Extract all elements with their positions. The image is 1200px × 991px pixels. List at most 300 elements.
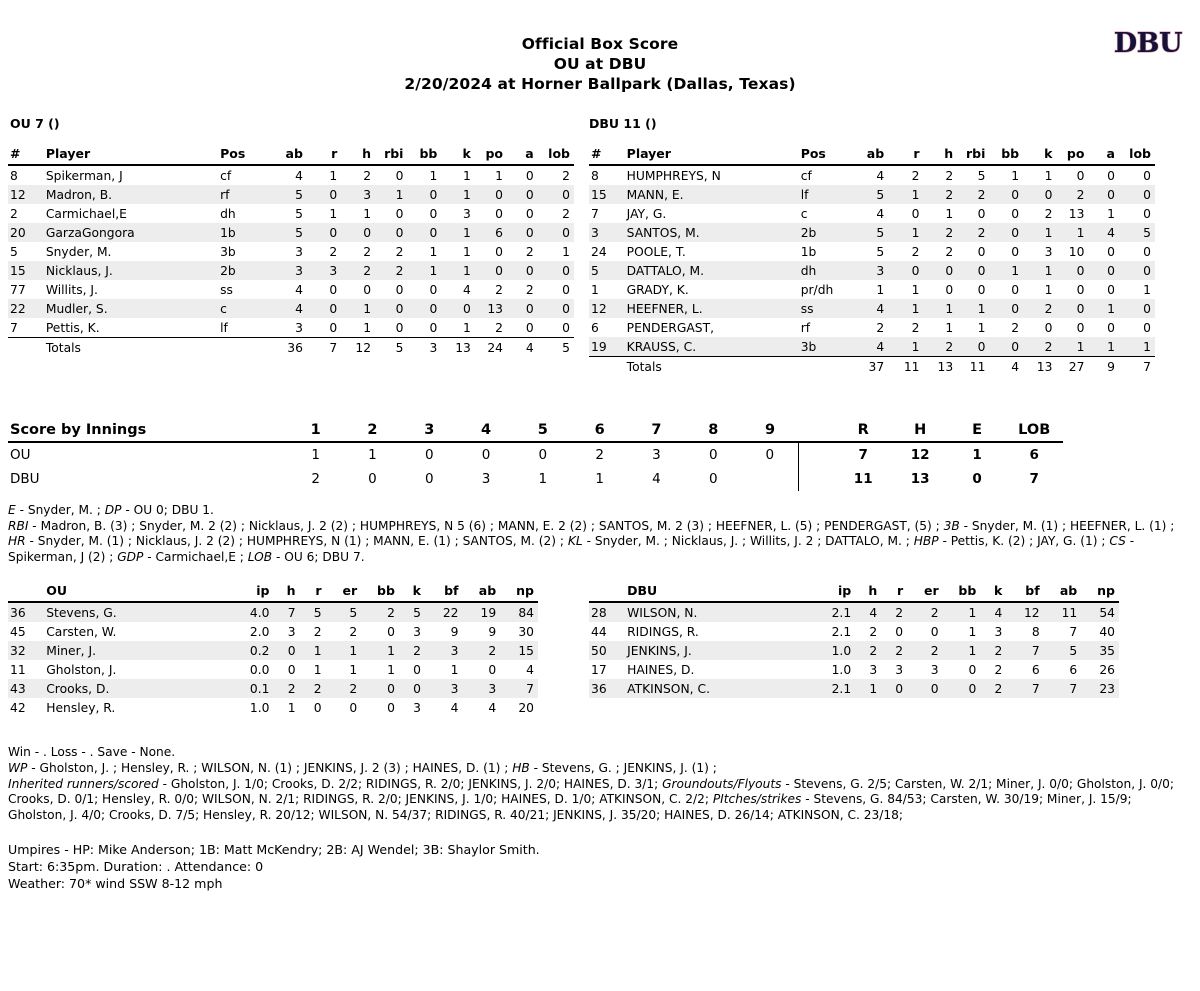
cell-rbi: 0 — [395, 320, 404, 335]
cell-lob: 5 — [1119, 223, 1155, 242]
cell-h: 0 — [273, 641, 299, 660]
col-lob: lob — [1119, 144, 1155, 165]
cell-r: 2 — [313, 624, 322, 639]
cell-po: 0 — [1076, 282, 1085, 297]
page-title — [0, 0, 1200, 94]
inning-runs-3: 0 — [424, 447, 434, 463]
home-team-label: DBU 11 () — [589, 116, 657, 131]
innings-team-name: OU — [10, 447, 31, 463]
cell-num: 28 — [589, 602, 619, 622]
cell-player: Spikerman, J — [45, 168, 123, 183]
cell-bf: 22 — [425, 602, 462, 622]
cell-rbi: 1 — [957, 299, 989, 318]
cell-pos: rf — [800, 320, 811, 335]
cell-r: 2 — [881, 602, 907, 622]
cell-lob: 1 — [1143, 282, 1151, 297]
cell-a: 0 — [1088, 261, 1118, 280]
wp-hb-line — [8, 761, 1192, 777]
cell-bb: 2 — [1011, 320, 1020, 335]
cell-a: 0 — [1107, 244, 1115, 259]
cell-player: HEEFNER, L. — [619, 299, 793, 318]
table-header-row — [589, 581, 1119, 602]
cell-bb: 1 — [361, 641, 399, 660]
cell-player: POOLE, T. — [626, 244, 686, 259]
table-row — [8, 679, 538, 698]
cell-po: 2 — [1056, 185, 1088, 204]
cell-er: 2 — [907, 602, 943, 622]
cell-bb: 0 — [943, 679, 981, 698]
note-key: WP — [8, 760, 28, 775]
cell-rbi: 0 — [957, 261, 989, 280]
note-key: HBP — [913, 534, 939, 549]
summary-header-e: E — [949, 421, 1006, 442]
totals-ab: 36 — [271, 338, 308, 358]
cell-h: 1 — [287, 700, 296, 715]
inning-runs-1: 1 — [311, 447, 320, 463]
cell-k: 0 — [399, 679, 425, 698]
cell-lob: 2 — [562, 168, 570, 183]
start-line: Start: 6:35pm. Duration: . Attendance: 0 — [8, 859, 264, 875]
col-np: np — [500, 581, 538, 602]
inning-runs-1: 2 — [311, 471, 320, 487]
inning-header-4: 4 — [458, 421, 515, 442]
inning-runs-6: 2 — [595, 447, 604, 463]
note-text: - Spikerman, J (2) ; — [8, 534, 1135, 564]
innings-row — [8, 467, 1063, 491]
cell-er: 0 — [907, 679, 943, 698]
cell-er: 3 — [930, 662, 939, 677]
innings-spacer-cell — [804, 467, 835, 491]
table-row — [8, 185, 574, 204]
cell-pos: 1b — [800, 244, 817, 259]
title-line-official: Official Box Score — [521, 35, 679, 53]
cell-bf: 1 — [450, 662, 459, 677]
cell-player: HUMPHREYS, N — [626, 168, 721, 183]
cell-r: 1 — [329, 168, 338, 183]
cell-k: 2 — [399, 641, 425, 660]
cell-ip: 1.0 — [249, 700, 270, 715]
cell-po: 1 — [1056, 223, 1088, 242]
inning-runs-6: 1 — [595, 471, 604, 487]
col-k: k — [1023, 144, 1056, 165]
col-team-name: OU — [38, 581, 230, 602]
cell-ab: 11 — [1044, 602, 1082, 622]
cell-name: WILSON, N. — [619, 602, 812, 622]
cell-bb: 1 — [407, 261, 441, 280]
cell-h: 3 — [869, 662, 878, 677]
cell-h: 2 — [926, 223, 958, 242]
table-header-row — [8, 581, 538, 602]
note-key: DP — [104, 503, 122, 517]
cell-bb: 0 — [429, 282, 438, 297]
cell-h: 1 — [363, 320, 372, 335]
cell-num: 45 — [10, 624, 26, 639]
decision-line: Win - . Loss - . Save - None. — [8, 745, 176, 760]
cell-num: 20 — [8, 223, 38, 242]
note-text: - Snyder, M. (1) ; Nicklaus, J. 2 (2) ; HUMPHREYS, N (1) ; MANN, E. (1) ; SANTOS, M. (2) ; — [25, 534, 568, 549]
cell-bb: 0 — [989, 223, 1023, 242]
cell-bb: 0 — [1011, 206, 1020, 221]
cell-ab: 4 — [853, 299, 890, 318]
cell-h: 2 — [363, 244, 372, 259]
table-row — [589, 602, 1119, 622]
cell-h: 0 — [363, 282, 372, 297]
away-pitching-table — [8, 581, 538, 717]
cell-lob: 0 — [538, 299, 574, 318]
cell-pos: cf — [800, 168, 812, 183]
innings-spacer — [804, 421, 835, 442]
cell-k: 1 — [441, 261, 475, 280]
cell-lob: 0 — [1143, 206, 1151, 221]
totals-k: 13 — [1023, 357, 1056, 377]
cell-k: 3 — [1044, 244, 1053, 259]
cell-bb: 1 — [943, 641, 981, 660]
cell-np: 4 — [526, 662, 534, 677]
cell-name: Stevens, G. — [38, 602, 230, 622]
cell-er: 2 — [349, 624, 358, 639]
cell-r: 1 — [890, 337, 925, 357]
cell-lob: 1 — [1119, 337, 1155, 357]
cell-num: 24 — [591, 244, 607, 259]
col-bf: bf — [425, 581, 462, 602]
cell-ip: 4.0 — [230, 602, 273, 622]
cell-lob: 0 — [1143, 168, 1151, 183]
cell-k: 3 — [994, 624, 1003, 639]
cell-lob: 0 — [538, 185, 574, 204]
table-row — [8, 280, 574, 299]
cell-bb: 0 — [989, 185, 1023, 204]
cell-player: Mudler, S. — [38, 299, 212, 318]
note-text: - OU 0; DBU 1. — [121, 503, 214, 517]
cell-lob: 1 — [562, 244, 570, 259]
col-h: h — [343, 144, 375, 165]
table-row — [589, 165, 1155, 185]
cell-ip: 1.0 — [812, 641, 855, 660]
cell-h: 2 — [869, 624, 878, 639]
cell-num: 77 — [10, 282, 26, 297]
cell-num: 6 — [591, 320, 599, 335]
totals-h: 13 — [926, 357, 958, 377]
cell-rbi: 1 — [375, 185, 407, 204]
cell-ab: 2 — [462, 641, 500, 660]
col-bb: bb — [989, 144, 1023, 165]
cell-k: 0 — [441, 299, 475, 318]
summary-header-lob: LOB — [1005, 421, 1063, 442]
cell-pos: c — [800, 206, 808, 221]
cell-ab: 7 — [1044, 679, 1082, 698]
cell-rbi: 0 — [395, 206, 404, 221]
cell-ab: 3 — [295, 320, 303, 335]
summary-e: 1 — [972, 447, 982, 463]
cell-pos: cf — [220, 168, 232, 183]
cell-bb: 0 — [1011, 244, 1020, 259]
table-row — [589, 660, 1119, 679]
col-po: po — [475, 144, 507, 165]
cell-po: 6 — [475, 223, 507, 242]
note-key: CS — [1109, 534, 1126, 549]
cell-num: 15 — [589, 185, 619, 204]
cell-k: 5 — [399, 602, 425, 622]
cell-k: 1 — [1023, 261, 1056, 280]
cell-pos: 2b — [793, 223, 853, 242]
cell-ip: 0.1 — [230, 679, 273, 698]
cell-np: 30 — [518, 624, 534, 639]
cell-ab: 3 — [271, 261, 308, 280]
cell-r: 0 — [881, 679, 907, 698]
cell-k: 2 — [1023, 337, 1056, 357]
cell-name: Miner, J. — [38, 641, 230, 660]
cell-num: 7 — [10, 320, 18, 335]
note-key: PItches/strikes — [712, 792, 802, 807]
cell-ab: 4 — [488, 700, 497, 715]
cell-r: 2 — [911, 320, 920, 335]
totals-num — [589, 357, 619, 377]
totals-k: 13 — [441, 338, 475, 358]
table-row — [8, 660, 538, 679]
cell-r: 2 — [911, 168, 920, 183]
summary-r: 11 — [853, 471, 873, 487]
inning-header-8: 8 — [685, 421, 742, 442]
cell-rbi: 0 — [957, 337, 989, 357]
cell-pos: dh — [793, 261, 853, 280]
inning-runs-5: 0 — [538, 447, 548, 463]
summary-header-r: R — [835, 421, 892, 442]
totals-rbi: 5 — [375, 338, 407, 358]
cell-pos: lf — [220, 320, 228, 335]
cell-k: 3 — [463, 206, 471, 221]
cell-np: 20 — [518, 700, 534, 715]
col-bb: bb — [943, 581, 981, 602]
inning-header-3: 3 — [401, 421, 458, 442]
cell-bb: 0 — [989, 337, 1023, 357]
cell-num: 44 — [591, 624, 607, 639]
table-row — [8, 223, 574, 242]
cell-ab: 2 — [876, 320, 885, 335]
cell-a: 0 — [1107, 282, 1115, 297]
cell-r: 1 — [313, 662, 322, 677]
note-text: - Pettis, K. (2) ; JAY, G. (1) ; — [938, 534, 1110, 549]
table-row — [8, 242, 574, 261]
table-row — [589, 242, 1155, 261]
totals-pos — [212, 338, 271, 358]
cell-ab: 9 — [488, 624, 497, 639]
totals-bb: 4 — [989, 357, 1023, 377]
cell-np: 54 — [1081, 602, 1119, 622]
innings-header-row — [8, 421, 1063, 442]
notes-errors-dp — [8, 503, 1192, 519]
cell-k: 0 — [413, 662, 421, 677]
cell-po: 1 — [1056, 337, 1088, 357]
table-row — [589, 318, 1155, 337]
cell-ip: 2.1 — [812, 679, 855, 698]
note-key: LOB — [247, 549, 273, 564]
cell-k: 1 — [441, 223, 475, 242]
col-bf: bf — [1006, 581, 1043, 602]
home-pitching-body — [589, 602, 1119, 698]
title-line-date-venue: 2/20/2024 at Horner Ballpark (Dallas, Texas) — [404, 75, 796, 93]
cell-name: RIDINGS, R. — [627, 624, 699, 639]
cell-a: 0 — [1107, 320, 1115, 335]
cell-lob: 0 — [1119, 299, 1155, 318]
col-rbi: rbi — [957, 144, 989, 165]
cell-bb: 2 — [361, 602, 399, 622]
cell-k: 1 — [1023, 223, 1056, 242]
cell-r: 0 — [309, 223, 343, 242]
cell-rbi: 0 — [977, 206, 986, 221]
cell-po: 2 — [495, 320, 503, 335]
cell-a: 0 — [507, 185, 538, 204]
cell-np: 7 — [500, 679, 538, 698]
cell-po: 13 — [475, 299, 507, 318]
cell-h: 1 — [945, 206, 954, 221]
cell-num: 3 — [589, 223, 619, 242]
table-row — [8, 641, 538, 660]
score-by-innings-table — [8, 421, 1063, 491]
summary-e: 0 — [972, 471, 982, 487]
cell-player: DATTALO, M. — [619, 261, 793, 280]
cell-rbi: 0 — [395, 282, 404, 297]
cell-bf: 4 — [450, 700, 459, 715]
note-key: HR — [8, 534, 26, 549]
cell-a: 1 — [1088, 337, 1118, 357]
cell-k: 0 — [1023, 185, 1056, 204]
notes-rbi-extras — [8, 519, 1192, 566]
col-k: k — [441, 144, 475, 165]
cell-ab: 1 — [876, 282, 885, 297]
cell-player: Willits, J. — [45, 282, 98, 297]
cell-num: 36 — [589, 679, 619, 698]
cell-ab: 4 — [853, 337, 890, 357]
cell-rbi: 2 — [395, 244, 404, 259]
cell-k: 2 — [994, 662, 1003, 677]
col-lob: lob — [538, 144, 574, 165]
cell-player: KRAUSS, C. — [619, 337, 793, 357]
cell-po: 1 — [495, 168, 503, 183]
col-a: a — [507, 144, 538, 165]
cell-ab: 4 — [876, 168, 885, 183]
cell-pos: c — [212, 299, 271, 318]
cell-po: 0 — [495, 206, 503, 221]
note-text: - Snyder, M. (1) ; HEEFNER, L. (1) ; — [959, 518, 1175, 533]
cell-h: 1 — [926, 299, 958, 318]
totals-po: 24 — [475, 338, 507, 358]
totals-r: 7 — [309, 338, 343, 358]
cell-pos: ss — [793, 299, 853, 318]
inherited-runners-line — [8, 777, 1192, 824]
cell-k: 1 — [463, 168, 471, 183]
cell-r: 2 — [911, 244, 920, 259]
cell-ab: 4 — [876, 206, 885, 221]
cell-h: 3 — [343, 185, 375, 204]
cell-player: SANTOS, M. — [619, 223, 793, 242]
game-info — [0, 841, 1200, 892]
cell-num: 15 — [8, 261, 38, 280]
cell-ab: 4 — [295, 282, 303, 297]
home-pitching-table — [589, 581, 1119, 698]
cell-ip: 0.0 — [249, 662, 270, 677]
table-header-row — [589, 144, 1155, 165]
home-batting-table — [589, 144, 1155, 377]
cell-name: Carsten, W. — [46, 624, 117, 639]
table-row — [589, 679, 1119, 698]
cell-a: 2 — [525, 244, 534, 259]
cell-a: 1 — [1107, 206, 1115, 221]
table-row — [8, 299, 574, 318]
table-row — [589, 185, 1155, 204]
inning-runs-2: 1 — [368, 447, 377, 463]
cell-po: 0 — [475, 261, 507, 280]
away-batting-body — [8, 165, 574, 358]
cell-r: 0 — [911, 206, 920, 221]
away-batting-table — [8, 144, 574, 358]
inning-header-5: 5 — [514, 421, 571, 442]
summary-header-h: H — [892, 421, 949, 442]
cell-k: 2 — [980, 641, 1006, 660]
note-text: - Gholston, J. ; Hensley, R. ; WILSON, N. (1) ; JENKINS, J. 2 (3) ; HAINES, D. (1) ; — [27, 760, 513, 775]
cell-k: 4 — [980, 602, 1006, 622]
cell-lob: 0 — [1119, 185, 1155, 204]
inning-runs-7: 3 — [652, 447, 661, 463]
cell-lob: 0 — [562, 320, 570, 335]
cell-ip: 1.0 — [831, 662, 852, 677]
cell-r: 0 — [329, 282, 338, 297]
cell-r: 0 — [309, 299, 343, 318]
summary-lob: 6 — [1029, 447, 1039, 463]
cell-num: 7 — [591, 206, 599, 221]
umpires-line: Umpires - HP: Mike Anderson; 1B: Matt McKendry; 2B: AJ Wendel; 3B: Shaylor Smith. — [8, 842, 540, 858]
cell-rbi: 2 — [375, 261, 407, 280]
cell-num: 17 — [591, 662, 607, 677]
cell-k: 1 — [1044, 282, 1053, 297]
cell-pos: 1b — [212, 223, 271, 242]
title-line-matchup: OU at DBU — [553, 55, 647, 73]
team-label-row — [0, 116, 1200, 136]
cell-k: 1 — [463, 320, 471, 335]
inning-header-9: 9 — [742, 421, 799, 442]
cell-player: MANN, E. — [619, 185, 793, 204]
cell-num: 32 — [8, 641, 38, 660]
col-number: # — [8, 144, 38, 165]
summary-r: 7 — [858, 447, 868, 463]
cell-np: 15 — [500, 641, 538, 660]
cell-r: 1 — [890, 299, 925, 318]
col-ip: ip — [812, 581, 855, 602]
inning-header-7: 7 — [628, 421, 685, 442]
col-pos: Pos — [212, 144, 271, 165]
cell-r: 1 — [329, 206, 338, 221]
innings-title: Score by Innings — [8, 421, 287, 442]
totals-player: Totals — [619, 357, 793, 377]
cell-rbi: 1 — [977, 320, 986, 335]
cell-k: 3 — [413, 624, 421, 639]
cell-pos: 2b — [212, 261, 271, 280]
note-key: Groundouts/Flyouts — [662, 776, 782, 791]
table-row — [8, 622, 538, 641]
cell-num: 19 — [589, 337, 619, 357]
pitching-notes — [0, 745, 1200, 823]
cell-num: 8 — [591, 168, 599, 183]
col-ab: ab — [271, 144, 308, 165]
cell-ip: 0.2 — [230, 641, 273, 660]
cell-k: 2 — [1044, 206, 1053, 221]
cell-h: 1 — [363, 206, 372, 221]
cell-h: 2 — [926, 185, 958, 204]
note-key: 3B — [943, 518, 960, 533]
col-bb: bb — [407, 144, 441, 165]
cell-r: 0 — [329, 320, 338, 335]
inning-runs-9 — [742, 467, 799, 491]
totals-h: 12 — [343, 338, 375, 358]
